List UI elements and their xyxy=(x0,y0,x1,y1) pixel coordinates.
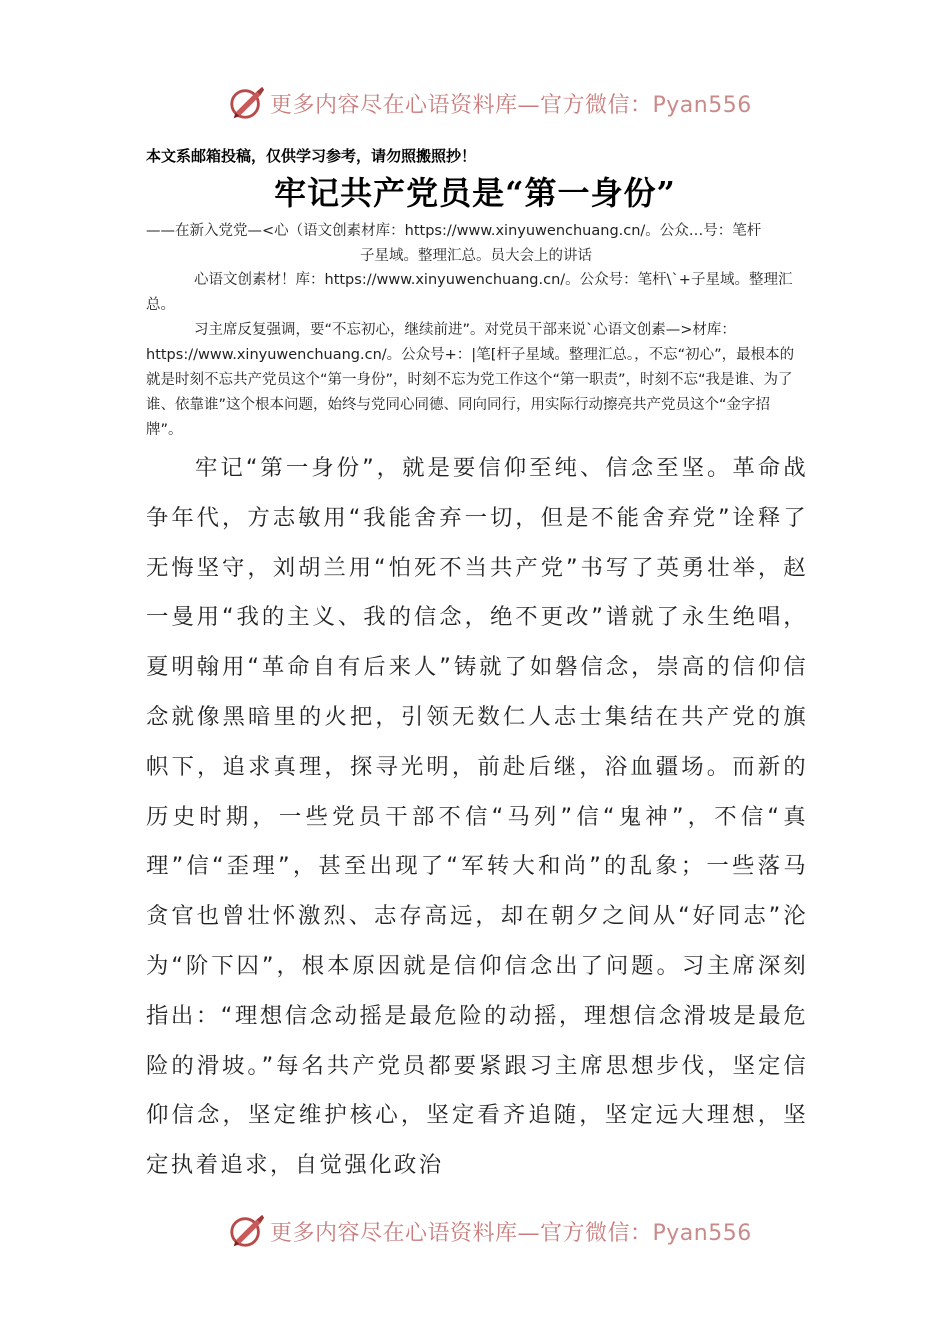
subtitle xyxy=(146,219,806,269)
subtitle-line-2: 子星域。整理汇总。员大会上的讲话 xyxy=(360,248,592,264)
banner-text: 更多内容尽在心语资料库—官方微信：Pyan556 xyxy=(270,92,752,118)
header-banner xyxy=(0,78,950,128)
pen-logo-icon xyxy=(228,1212,266,1250)
wechat-id: Pyan556 xyxy=(652,1220,752,1246)
footer-banner xyxy=(0,1206,950,1256)
paragraph-source: 心语文创素材！库：https://www.xinyuwenchuang.cn/。公众号：笔杆\`+子星域。整理汇总。 xyxy=(146,272,793,313)
banner-text: 更多内容尽在心语资料库—官方微信：Pyan556 xyxy=(270,1220,752,1246)
wechat-id: Pyan556 xyxy=(652,92,752,118)
page-title: 牢记共产党员是“第一身份” xyxy=(274,174,676,212)
subtitle-line-1: ——在新入党党—<心（语文创素材库：https://www.xinyuwenchuang.cn/。公众…号：笔杆 xyxy=(146,223,762,239)
paragraph-intro: 习主席反复强调，要“不忘初心，继续前进”。对党员干部来说`心语文创素—>材库：https://www.xinyuwenchuang.cn/。公众号+：|笔[杆子星域。整理汇总。，不忘“初心”，最根本的就是时刻不忘共产党员这个“第一身份”，时刻不忘为党工作这个“第一职责”，时刻不忘“我是谁、为了谁、依靠谁”这个根本问题，始终与党同心同德、同向同行，用实际行动擦亮共产党员这个“金字招牌”。 xyxy=(146,322,795,438)
submission-notice: 本文系邮箱投稿，仅供学习参考，请勿照搬照抄！ xyxy=(146,147,477,165)
pen-logo-icon xyxy=(228,84,266,122)
paragraph-body: 牢记“第一身份”，就是要信仰至纯、信念至坚。革命战争年代，方志敏用“我能舍弃一切，但是不能舍弃党”诠释了无悔坚守，刘胡兰用“怕死不当共产党”书写了英勇壮举，赵一曼用“我的主义、我的信念，绝不更改”谱就了永生绝唱，夏明翰用“革命自有后来人”铸就了如磐信念，崇高的信仰信念就像黑暗里的火把，引领无数仁人志士集结在共产党的旗帜下，追求真理，探寻光明，前赴后继，浴血疆场。而新的历史时期，一些党员干部不信“马列”信“鬼神”，不信“真理”信“歪理”，甚至出现了“军转大和尚”的乱象；一些落马贪官也曾壮怀激烈、志存高远，却在朝夕之间从“好同志”沦为“阶下囚”，根本原因就是信仰信念出了问题。习主席深刻指出：“理想信念动摇是最危险的动摇，理想信念滑坡是最危险的滑坡。”每名共产党员都要紧跟习主席思想步伐，坚定信仰信念，坚定维护核心，坚定看齐追随，坚定远大理想，坚定执着追求，自觉强化政治 xyxy=(146,455,808,1179)
